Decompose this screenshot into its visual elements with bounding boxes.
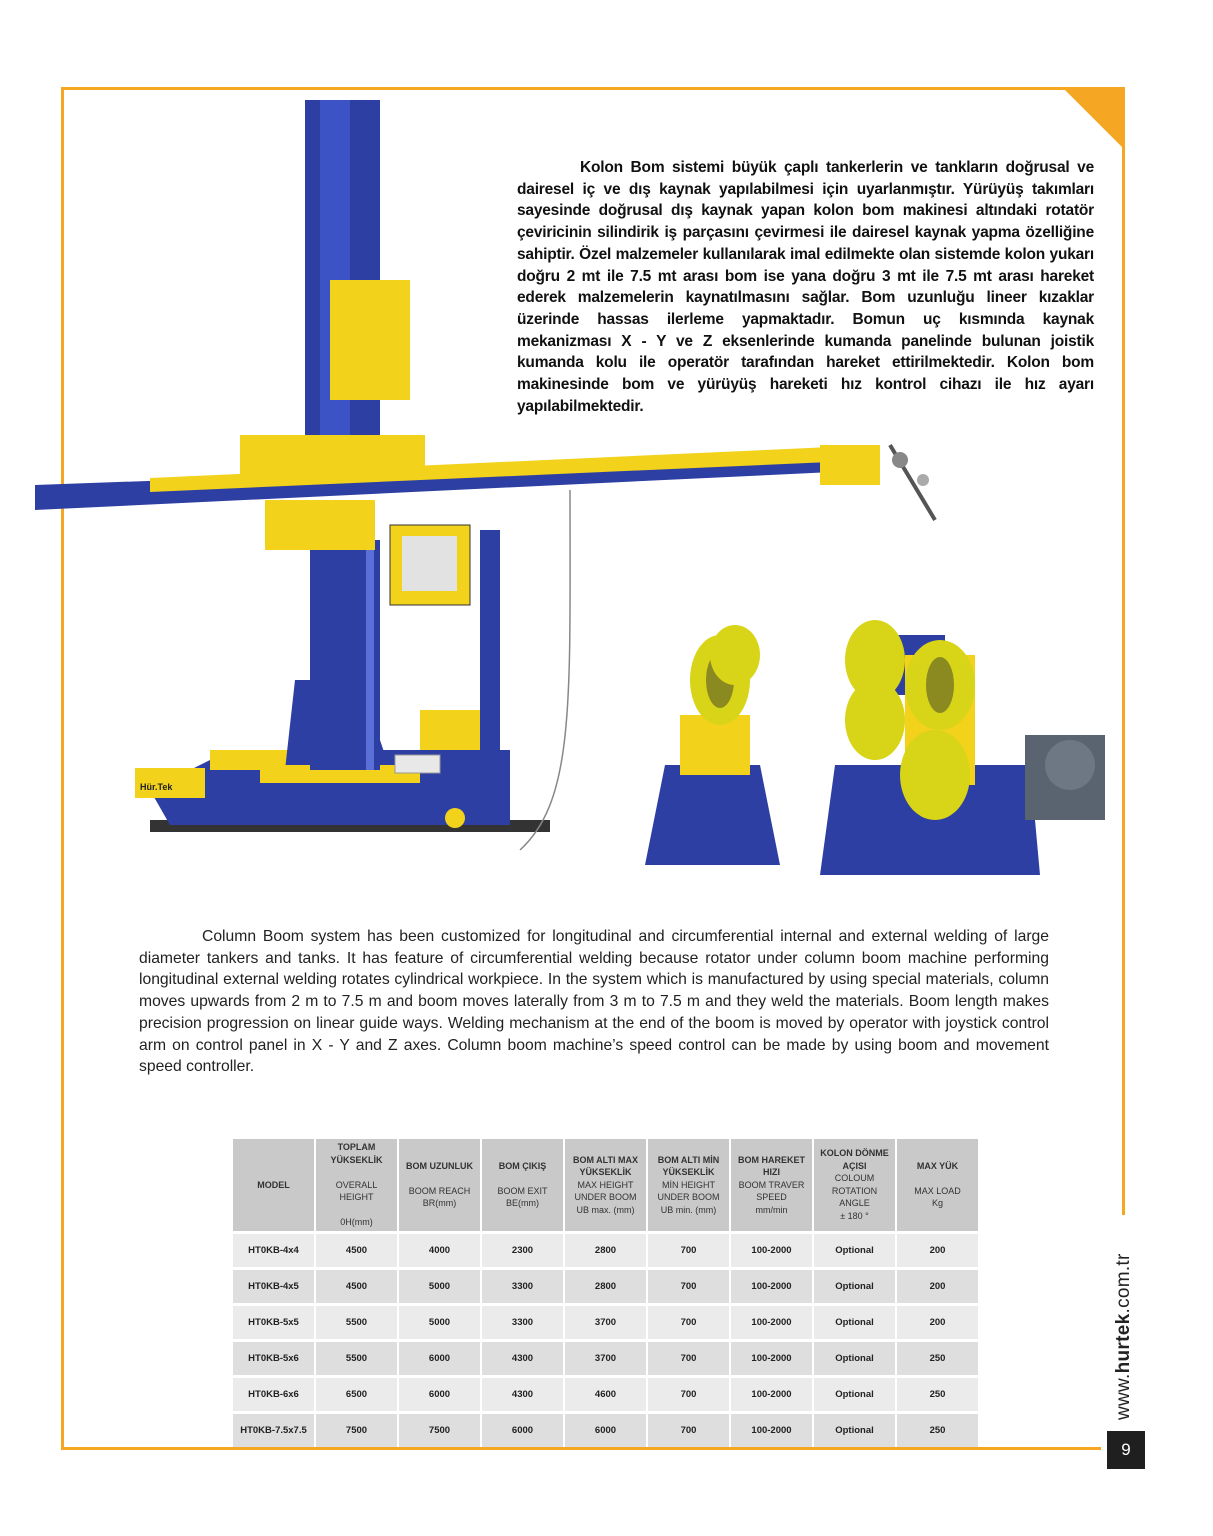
cell: Optional [814,1411,895,1447]
table-row [233,1375,978,1411]
cell: 100-2000 [731,1375,812,1411]
frame-top-line [61,87,1125,90]
col-max-load: MAX YÜK MAX LOAD Kg [897,1139,978,1231]
cell: 250 [897,1375,978,1411]
cell-model: HT0KB-4x5 [233,1267,314,1303]
cell: 700 [648,1339,729,1375]
cell: 6000 [565,1411,646,1447]
table-header-row [233,1139,978,1231]
english-description: Column Boom system has been customized for longitudinal and circumferential internal and external welding of large diameter tankers and tanks. It has feature of circumferential welding because rotator under column boom machine performing longitudinal external welding rotates cylindrical workpiece. In the system which is manufactured by using special materials, column moves upwards from 2 m to 7.5 m and boom moves laterally from 3 m to 7.5 m and they weld the materials. Boom length makes precision progression on linear guide ways. Welding mechanism at the end of the boom is moved by operator with joystick control arm on control panel in X - Y and Z axes. Column boom machine’s speed control can be made by using boom and movement speed controller. [139,928,1049,1076]
cell: 100-2000 [731,1303,812,1339]
cell: 4300 [482,1375,563,1411]
cell: 700 [648,1231,729,1267]
col-rotation-angle: KOLON DÖNME AÇISI COLOUM ROTATION ANGLE ± 180 ° [814,1139,895,1231]
cell-model: HT0KB-6x6 [233,1375,314,1411]
cell: 700 [648,1411,729,1447]
col-boom-reach: BOM UZUNLUK BOOM REACH BR(mm) [399,1139,480,1231]
col-boom-exit: BOM ÇIKIŞ BOOM EXIT BE(mm) [482,1139,563,1231]
cell-model: HT0KB-5x5 [233,1303,314,1339]
cell: 700 [648,1375,729,1411]
cell: 3700 [565,1339,646,1375]
cell: 6000 [482,1411,563,1447]
cell: 100-2000 [731,1339,812,1375]
cell: 4500 [316,1267,397,1303]
cell: 3300 [482,1303,563,1339]
cell: 250 [897,1411,978,1447]
cell: 2300 [482,1231,563,1267]
cell: 6000 [399,1375,480,1411]
turning-roller-rotators-image [640,615,1120,885]
cell: 4300 [482,1339,563,1375]
website-url[interactable]: www.hurtek.com.tr [1113,1253,1134,1420]
cell-model: HT0KB-5x6 [233,1339,314,1375]
corner-triangle [1062,87,1125,150]
cell: Optional [814,1303,895,1339]
cell: 200 [897,1267,978,1303]
col-model: MODEL [233,1139,314,1231]
cell: 6000 [399,1339,480,1375]
cell: 2800 [565,1231,646,1267]
frame-bottom-line [61,1447,1101,1450]
specifications-table [231,1139,980,1447]
cell: 5500 [316,1303,397,1339]
col-overall-height: TOPLAM YÜKSEKLİK OVERALL HEIGHT 0H(mm) [316,1139,397,1231]
cell: 5500 [316,1339,397,1375]
brand-label: Hür.Tek [140,782,173,792]
cell-model: HT0KB-7.5x7.5 [233,1411,314,1447]
cell: 3700 [565,1303,646,1339]
cell: 700 [648,1267,729,1303]
frame-right-line [1122,87,1125,1215]
table-row [233,1267,978,1303]
cell: 6500 [316,1375,397,1411]
cell-model: HT0KB-4x4 [233,1231,314,1267]
cell: 4600 [565,1375,646,1411]
cell: 200 [897,1231,978,1267]
cell: 5000 [399,1303,480,1339]
cell: Optional [814,1267,895,1303]
cell: 100-2000 [731,1411,812,1447]
cell: 7500 [399,1411,480,1447]
turkish-description: Kolon Bom sistemi büyük çaplı tankerlerin ve tankların doğrusal ve dairesel iç ve dış kaynak yapılabilmesi için uyarlanmıştır. Yürüyüş takımları sayesinde doğrusal dış kaynak yapan kolon bom makinesi altındaki rotatör çeviricinin silindirik iş parçasını çevirmesi ile dairesel kaynak yapma özelliğine sahiptir. Özel malzemeler kullanılarak imal edilmekte olan sistemde kolon yukarı doğru 2 mt ile 7.5 mt arası bom ise yana doğru 3 mt ile 7.5 mt arası hareket ederek malzemelerin kaynatılmasını sağlar. Bom uzunluğu lineer kızaklar üzerinde hassas ilerleme yapmaktadır. Bomun uç kısmında kaynak mekanizması X - Y ve Z eksenlerinde kumanda panelinde bulunan joistik kumanda kolu ile operatör tarafından hareket ettirilmektedir. Kolon bom makinesinde bom ve yürüyüş hareketi hız kontrol cihazı ile hız ayarı yapılabilmektedir. [517,159,1094,415]
cell: 4500 [316,1231,397,1267]
cell: 700 [648,1303,729,1339]
cell: 3300 [482,1267,563,1303]
page-number: 9 [1107,1431,1145,1469]
table-row [233,1339,978,1375]
cell: 200 [897,1303,978,1339]
cell: Optional [814,1375,895,1411]
cell: 7500 [316,1411,397,1447]
cell: 2800 [565,1267,646,1303]
col-min-height-under-boom: BOM ALTI MİN YÜKSEKLİK MİN HEIGHT UNDER BOOM UB min. (mm) [648,1139,729,1231]
cell: 4000 [399,1231,480,1267]
table-row [233,1303,978,1339]
table-row [233,1411,978,1447]
cell: 5000 [399,1267,480,1303]
cell: 100-2000 [731,1231,812,1267]
cell: Optional [814,1231,895,1267]
table-row [233,1231,978,1267]
cell: 100-2000 [731,1267,812,1303]
cell: Optional [814,1339,895,1375]
col-boom-speed: BOM HAREKET HIZI BOOM TRAVER SPEED mm/min [731,1139,812,1231]
cell: 250 [897,1339,978,1375]
col-max-height-under-boom: BOM ALTI MAX YÜKSEKLİK MAX HEIGHT UNDER BOOM UB max. (mm) [565,1139,646,1231]
